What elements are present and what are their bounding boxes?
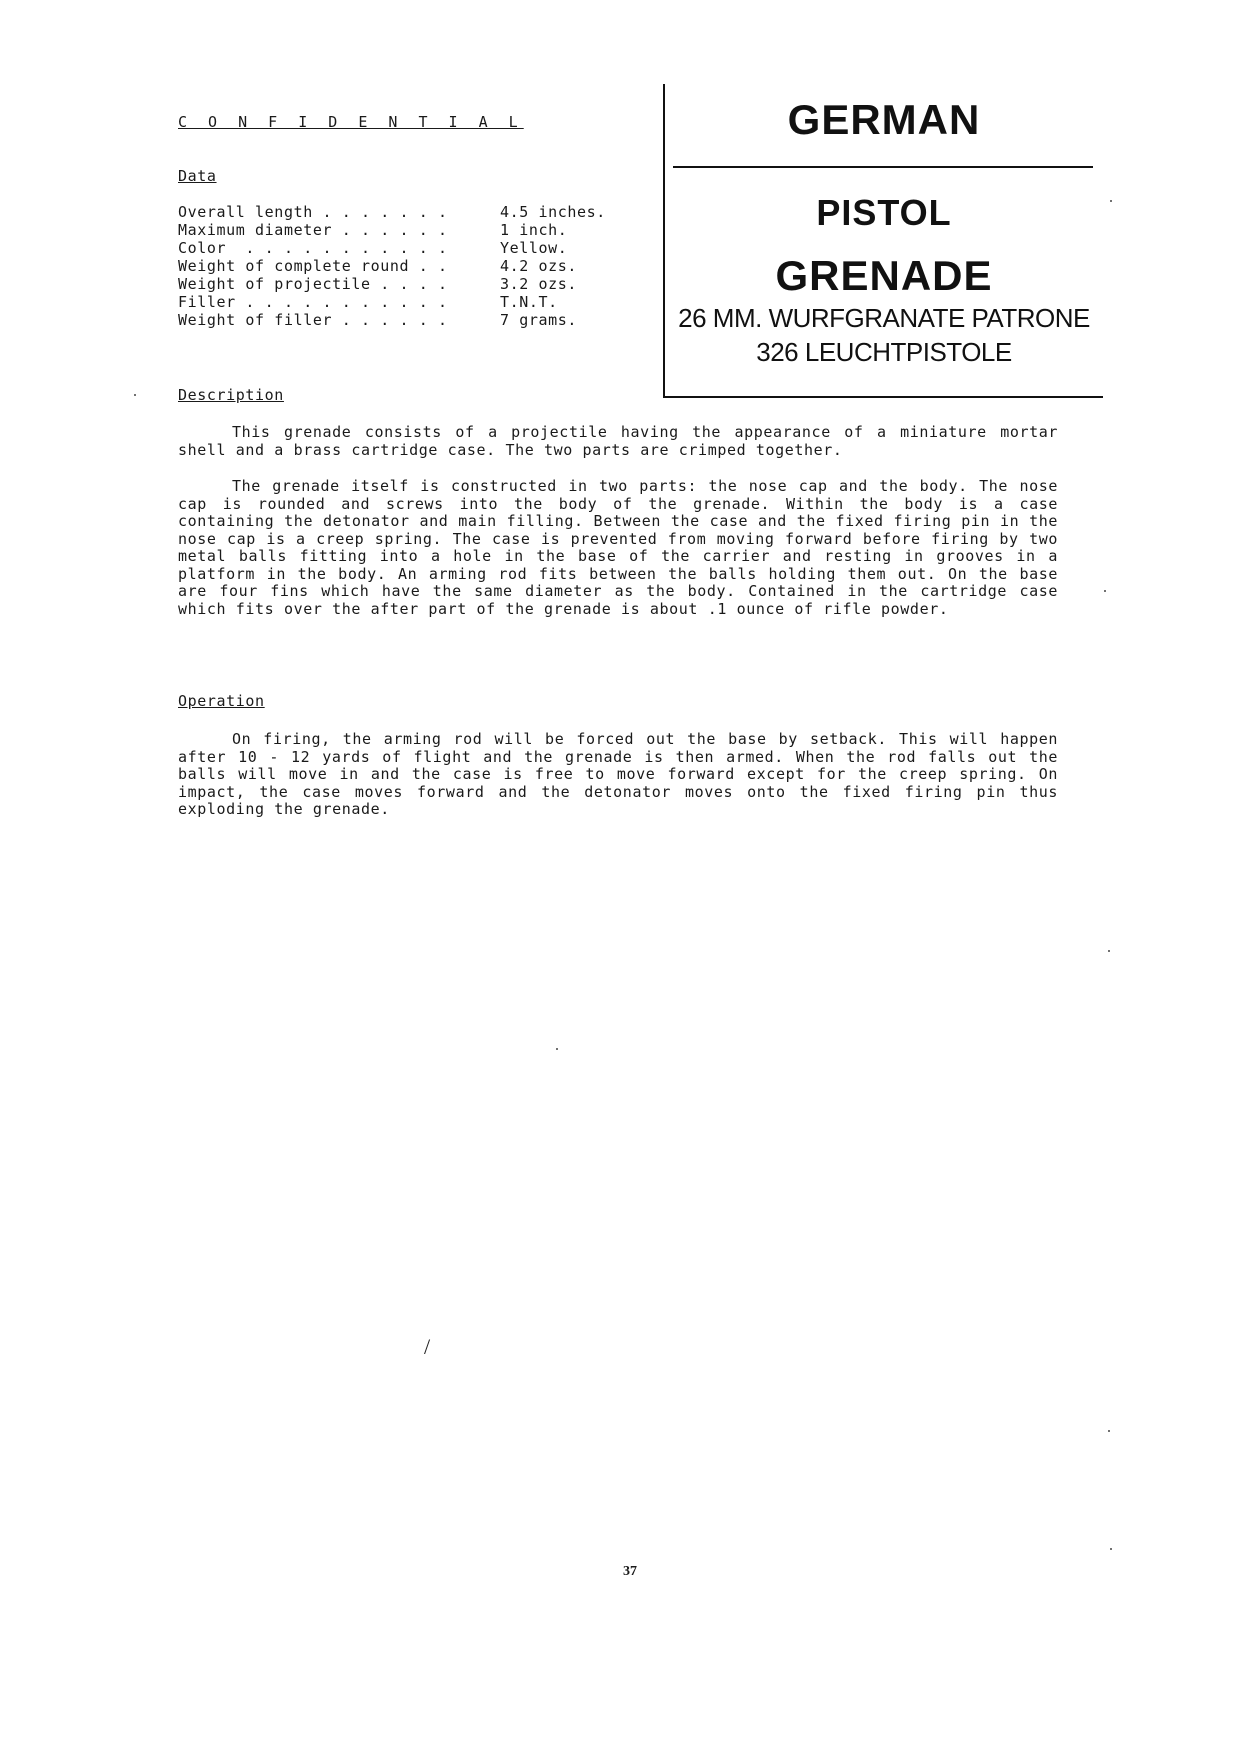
scan-speck [1108, 1430, 1110, 1432]
spec-value: 4.5 inches. [500, 203, 606, 221]
operation-paragraph: On firing, the arming rod will be forced out the base by setback. This will happen after 10 - 12 yards of flight and the grenade is then armed. When the rod falls out the balls will move in and the case is free to move forward except for the creep spring. On impact, the case moves forward and the detonator moves onto the fixed firing pin thus exploding the grenade. [178, 730, 1058, 818]
page-number: 37 [623, 1564, 637, 1579]
spec-row [178, 311, 606, 329]
spec-row [178, 293, 606, 311]
spec-label: Weight of filler . . . . . . [178, 311, 448, 329]
data-heading: Data [178, 167, 217, 185]
spec-value: Yellow. [500, 239, 568, 257]
spec-label: Color . . . . . . . . . . . [178, 239, 448, 257]
scan-speck [1110, 1548, 1112, 1550]
title-line-grenade: GRENADE [775, 252, 993, 299]
spec-row [178, 221, 606, 239]
title-box [663, 84, 1103, 398]
spec-label: Overall length . . . . . . . [178, 203, 448, 221]
spec-value: 3.2 ozs. [500, 275, 578, 293]
title-divider [673, 166, 1093, 168]
title-line-leuchtpistole: 326 LEUCHTPISTOLE [756, 337, 1012, 367]
spec-row [178, 275, 606, 293]
title-line-designation: 26 MM. WURFGRANATE PATRONE [678, 303, 1090, 333]
classification-marking: C O N F I D E N T I A L [178, 113, 524, 131]
spec-label: Weight of projectile . . . . [178, 275, 448, 293]
spec-label: Weight of complete round . . [178, 257, 448, 275]
scan-speck [1104, 590, 1106, 592]
title-line-pistol: PISTOL [816, 192, 952, 233]
operation-heading: Operation [178, 692, 265, 710]
description-paragraph: This grenade consists of a projectile having the appearance of a miniature mortar shell and a brass cartridge case. The two parts are crimped together. [178, 423, 1058, 459]
spec-value: 1 inch. [500, 221, 568, 239]
specifications-table [178, 203, 606, 329]
scan-speck [1108, 950, 1110, 952]
description-heading: Description [178, 386, 284, 404]
spec-label: Filler . . . . . . . . . . . [178, 293, 448, 311]
stray-pen-mark: / [424, 1334, 431, 1359]
spec-row [178, 257, 606, 275]
spec-value: T.N.T. [500, 293, 558, 311]
spec-value: 4.2 ozs. [500, 257, 578, 275]
spec-label: Maximum diameter . . . . . . [178, 221, 448, 239]
scan-speck [134, 394, 136, 396]
scan-speck [556, 1048, 558, 1050]
spec-row [178, 203, 606, 221]
title-line-german: GERMAN [787, 96, 981, 143]
description-paragraph: The grenade itself is constructed in two parts: the nose cap and the body. The nose cap is rounded and screws into the body of the grenade. Within the body is a case containing the detonator and main filling. Between the case and the fixed firing pin in the nose cap is a creep spring. The case is prevented from moving forward before firing by two metal balls fitting into a hole in the base of the carrier and resting in grooves in a platform in the body. An arming rod fits between the balls holding them out. On the base are four fins which have the same diameter as the body. Contained in the cartridge case which fits over the after part of the grenade is about .1 ounce of rifle powder. [178, 477, 1058, 618]
spec-value: 7 grams. [500, 311, 578, 329]
spec-row [178, 239, 606, 257]
scan-speck [1110, 200, 1112, 202]
